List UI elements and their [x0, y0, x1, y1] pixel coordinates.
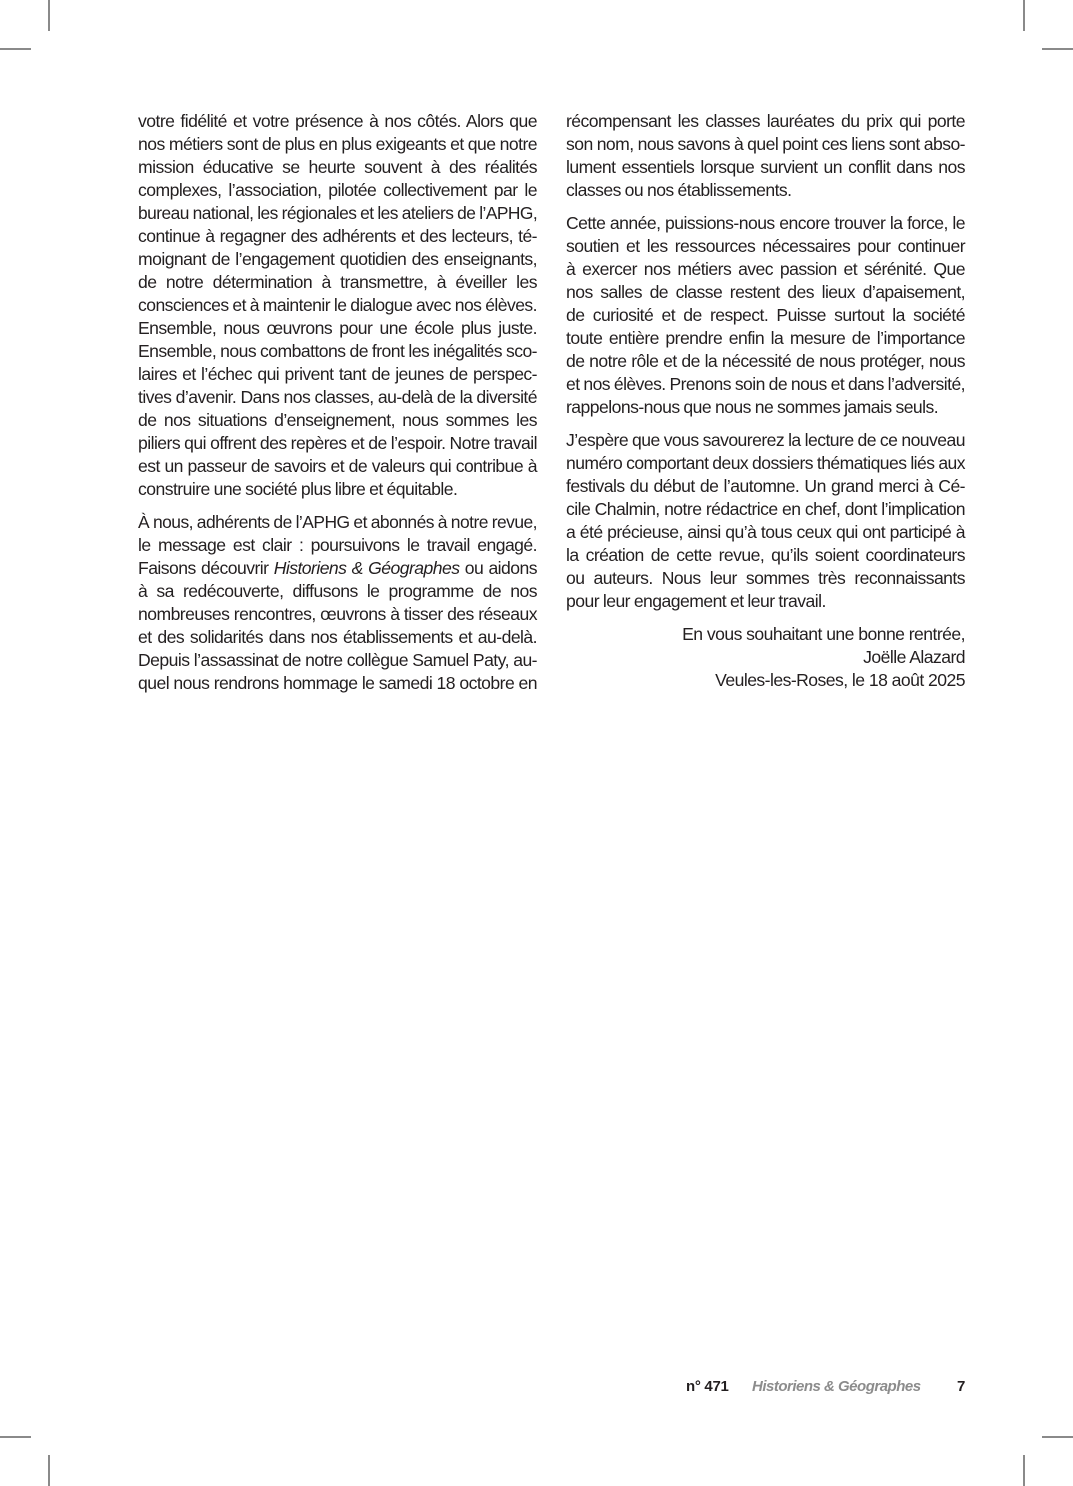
page-footer: [0, 1378, 1073, 1400]
text-line: a été précieuse, ainsi qu’à tous ceux qui ont participé à: [566, 522, 965, 542]
text-line: nos métiers sont de plus en plus exigeants et que notre: [138, 134, 537, 154]
text-line: son nom, nous savons à quel point ces liens sont abso-: [566, 134, 965, 154]
text-line: la création de cette revue, qu’ils soient coordinateurs: [566, 545, 965, 565]
crop-mark-top-right-horizontal: [1042, 48, 1073, 50]
text-line: rappelons-nous que nous ne sommes jamais seuls.: [566, 397, 939, 417]
signature-block: [566, 623, 965, 692]
text-line: est un passeur de savoirs et de valeurs qui contribue à: [138, 456, 537, 476]
closing-line: En vous souhaitant une bonne rentrée,: [682, 624, 965, 644]
text-fragment: Faisons découvrir: [138, 558, 274, 578]
text-line: J’espère que vous savourerez la lecture de ce nouveau: [566, 430, 965, 450]
text-line: Ensemble, nous combattons de front les inégalités sco-: [138, 341, 537, 361]
text-line: tives d’avenir. Dans nos classes, au-delà de la diversité: [138, 387, 537, 407]
text-line: [138, 557, 537, 580]
text-line: pour leur engagement et leur travail.: [566, 591, 826, 611]
text-line: ou auteurs. Nous leur sommes très reconnaissants: [566, 568, 965, 588]
text-fragment: ou aidons: [459, 558, 537, 578]
text-line: quel nous rendrons hommage le samedi 18 octobre en: [138, 673, 537, 693]
left-column: [138, 110, 537, 705]
page-number: 7: [957, 1378, 966, 1395]
text-line: Cette année, puissions-nous encore trouver la force, le: [566, 213, 965, 233]
text-line: nombreuses rencontres, œuvrons à tisser des réseaux: [138, 604, 537, 624]
text-line: de notre détermination à transmettre, à éveiller les: [138, 272, 537, 292]
text-line: piliers qui offrent des repères et de l’espoir. Notre travail: [138, 433, 537, 453]
paragraph-members-message: [138, 511, 537, 695]
text-line: nos salles de classe restent des lieux d’apaisement,: [566, 282, 965, 302]
text-line: le message est clair : poursuivons le travail engagé.: [138, 535, 537, 555]
text-line: cile Chalmin, notre rédactrice en chef, dont l’implication: [566, 499, 965, 519]
text-line: à sa redécouverte, diffusons le programme de nos: [138, 581, 537, 601]
text-line: votre fidélité et votre présence à nos côtés. Alors que: [138, 111, 537, 131]
crop-mark-bottom-left-vertical: [48, 1455, 50, 1486]
crop-mark-top-left-horizontal: [0, 48, 31, 50]
author-name: Joëlle Alazard: [863, 647, 965, 667]
text-line: moignant de l’engagement quotidien des enseignants,: [138, 249, 537, 269]
text-line: de nos situations d’enseignement, nous sommes les: [138, 410, 537, 430]
crop-mark-top-left-vertical: [48, 0, 50, 31]
text-line: continue à regagner des adhérents et des lecteurs, té-: [138, 226, 537, 246]
text-line: récompensant les classes lauréates du prix qui porte: [566, 111, 965, 131]
text-line: lument essentiels lorsque survient un conflit dans nos: [566, 157, 965, 177]
text-line: toute entière prendre enfin la mesure de l’importance: [566, 328, 965, 348]
paragraph-fidelity: [138, 110, 537, 501]
text-line: et nos élèves. Prenons soin de nous et dans l’adversité,: [566, 374, 965, 394]
text-line: et des solidarités dans nos établissements et au-delà.: [138, 627, 537, 647]
text-line: numéro comportant deux dossiers thématiques liés aux: [566, 453, 965, 473]
text-line: bureau national, les régionales et les ateliers de l’APHG,: [138, 203, 538, 223]
paragraph-thanks: [566, 429, 965, 613]
crop-mark-bottom-right-vertical: [1023, 1455, 1025, 1486]
journal-title-italic: Historiens & Géographes: [273, 558, 460, 578]
paragraph-prize: [566, 110, 965, 202]
paragraph-this-year: [566, 212, 965, 419]
text-line: Depuis l’assassinat de notre collègue Samuel Paty, au-: [138, 650, 537, 670]
text-line: Ensemble, nous œuvrons pour une école plus juste.: [138, 318, 537, 338]
crop-mark-bottom-left-horizontal: [0, 1436, 31, 1438]
text-line: classes ou nos établissements.: [566, 180, 792, 200]
text-line: soutien et les ressources nécessaires pour continuer: [566, 236, 965, 256]
text-line: consciences et à maintenir le dialogue avec nos élèves.: [138, 295, 537, 315]
text-line: construire une société plus libre et équitable.: [138, 479, 458, 499]
text-line: festivals du début de l’automne. Un grand merci à Cé-: [566, 476, 965, 496]
issue-number: n° 471: [686, 1378, 729, 1395]
right-column: [566, 110, 965, 692]
crop-mark-top-right-vertical: [1023, 0, 1025, 31]
place-date: Veules-les-Roses, le 18 août 2025: [715, 670, 965, 690]
text-line: laires et l’échec qui privent tant de jeunes de perspec-: [138, 364, 537, 384]
text-line: à exercer nos métiers avec passion et sérénité. Que: [566, 259, 965, 279]
text-line: À nous, adhérents de l’APHG et abonnés à notre revue,: [138, 512, 537, 532]
text-line: de curiosité et de respect. Puisse surtout la société: [566, 305, 965, 325]
journal-name: Historiens & Géographes: [752, 1378, 921, 1395]
text-line: de notre rôle et de la nécessité de nous protéger, nous: [566, 351, 965, 371]
text-line: mission éducative se heurte souvent à des réalités: [138, 157, 537, 177]
crop-mark-bottom-right-horizontal: [1042, 1436, 1073, 1438]
text-line: complexes, l’association, pilotée collectivement par le: [138, 180, 537, 200]
